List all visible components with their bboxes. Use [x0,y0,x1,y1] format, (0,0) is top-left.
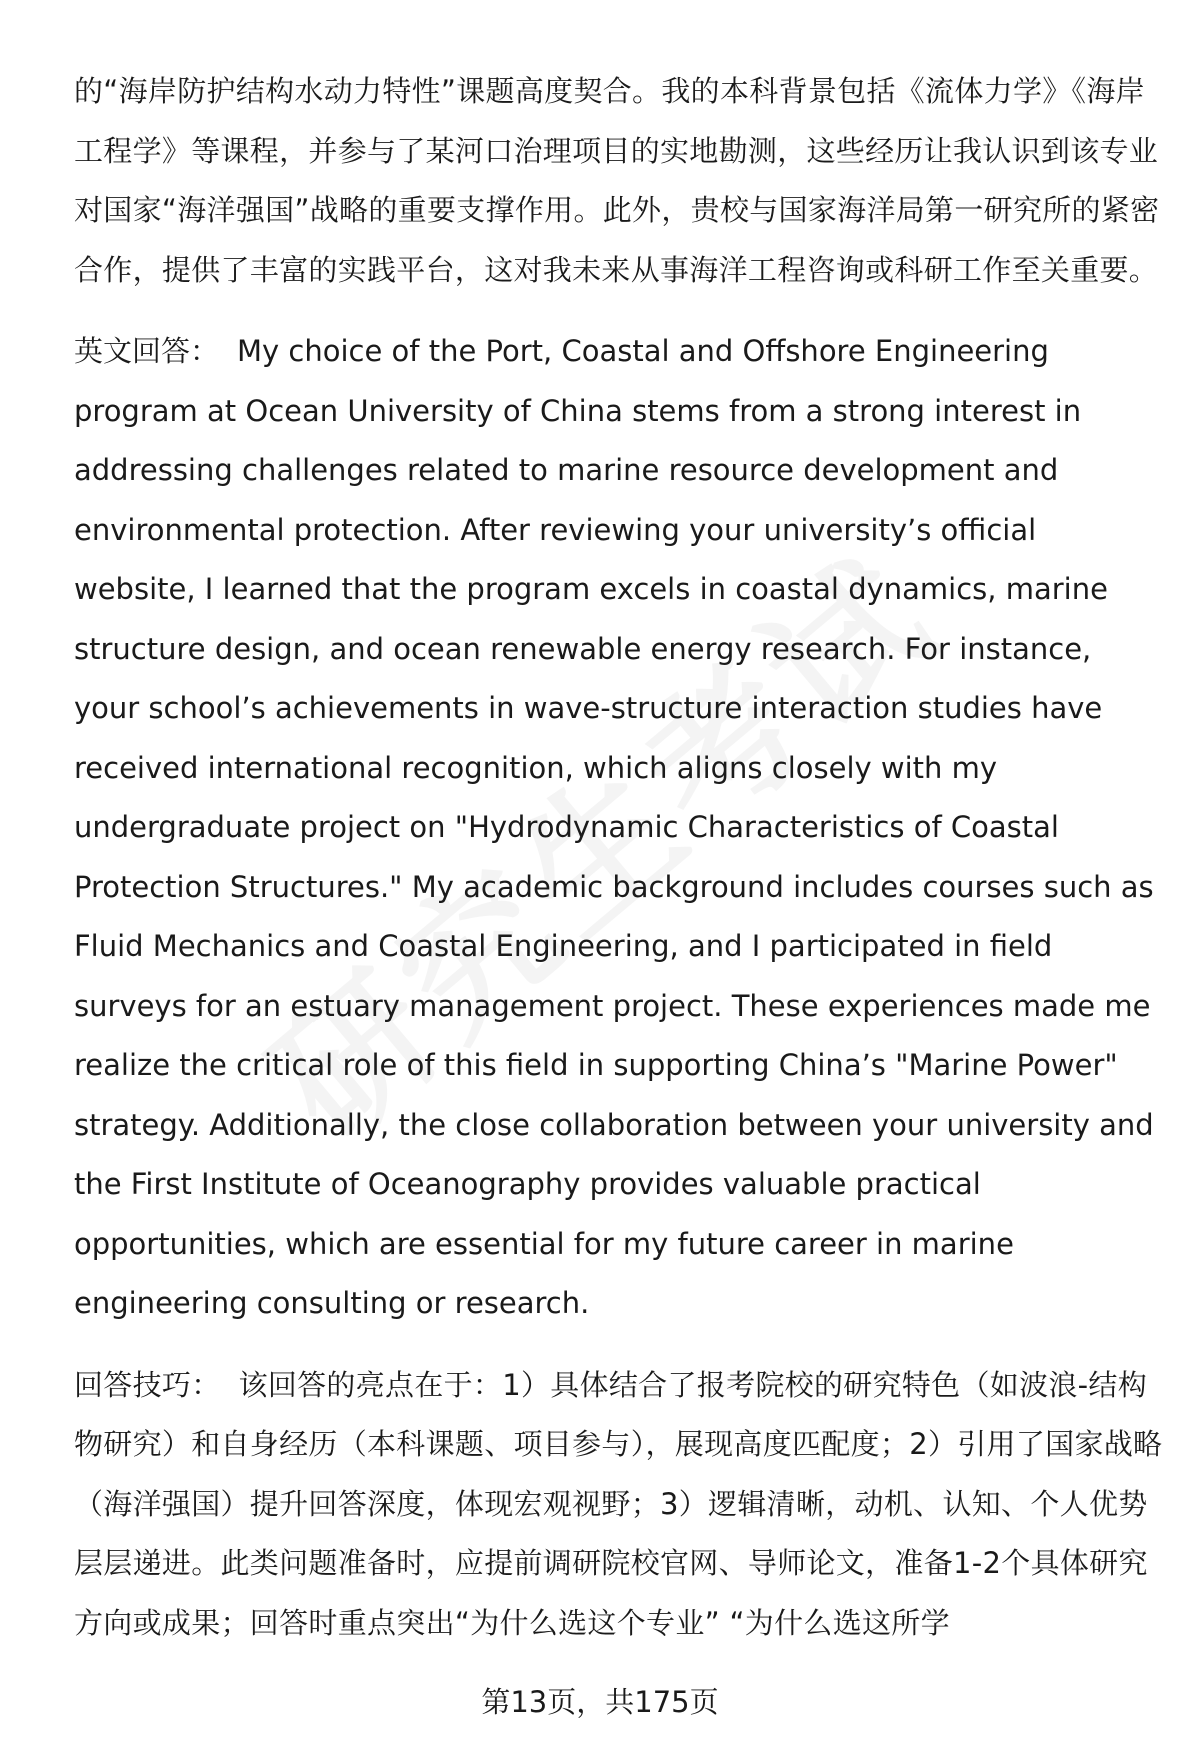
document-body [74,62,1164,1653]
tips-label: 回答技巧： [74,1367,221,1402]
english-answer-paragraph [74,322,1164,1334]
tips-text: 该回答的亮点在于：1）具体结合了报考院校的研究特色（如波浪-结构物研究）和自身经历（本科课题、项目参与），展现高度匹配度；2）引用了国家战略（海洋强国）提升回答深度，体现宏观视野；3）逻辑清晰，动机、认知、个人优势层层递进。此类问题准备时，应提前调研院校官网、导师论文，准备1-2个具体研究方向或成果；回答时重点突出“为什么选这个专业” “为什么选这所学 [74,1367,1163,1640]
page-number: 第13页，共175页 [481,1685,719,1719]
tips-paragraph [74,1356,1164,1654]
paragraph-cn-continuation: 的“海岸防护结构水动力特性”课题高度契合。我的本科背景包括《流体力学》《海岸工程学》等课程，并参与了某河口治理项目的实地勘测，这些经历让我认识到该专业对国家“海洋强国”战略的重要支撑作用。此外，贵校与国家海洋局第一研究所的紧密合作，提供了丰富的实践平台，这对我未来从事海洋工程咨询或科研工作至关重要。 [74,74,1160,287]
english-answer-text: My choice of the Port, Coastal and Offshore Engineering program at Ocean University of China stems from a strong interest in addressing challenges related to marine resource development and environmental protection. After reviewing your university’s official website, I learned that the program excels in coastal dynamics, marine structure design, and ocean renewable energy research. For instance, your school’s achievements in wave-structure interaction studies have received international recognition, which aligns closely with my undergraduate project on "Hydrodynamic Characteristics of Coastal Protection Structures." My academic background includes courses such as Fluid Mechanics and Coastal Engineering, and I participated in field surveys for an estuary management project. These experiences made me realize the critical role of this field in supporting China’s "Marine Power" strategy. Additionally, the close collaboration between your university and the First Institute of Oceanography provides valuable practical opportunities, which are essential for my future career in marine engineering consulting or research. [74,334,1154,1320]
english-answer-label: 英文回答： [74,334,220,368]
